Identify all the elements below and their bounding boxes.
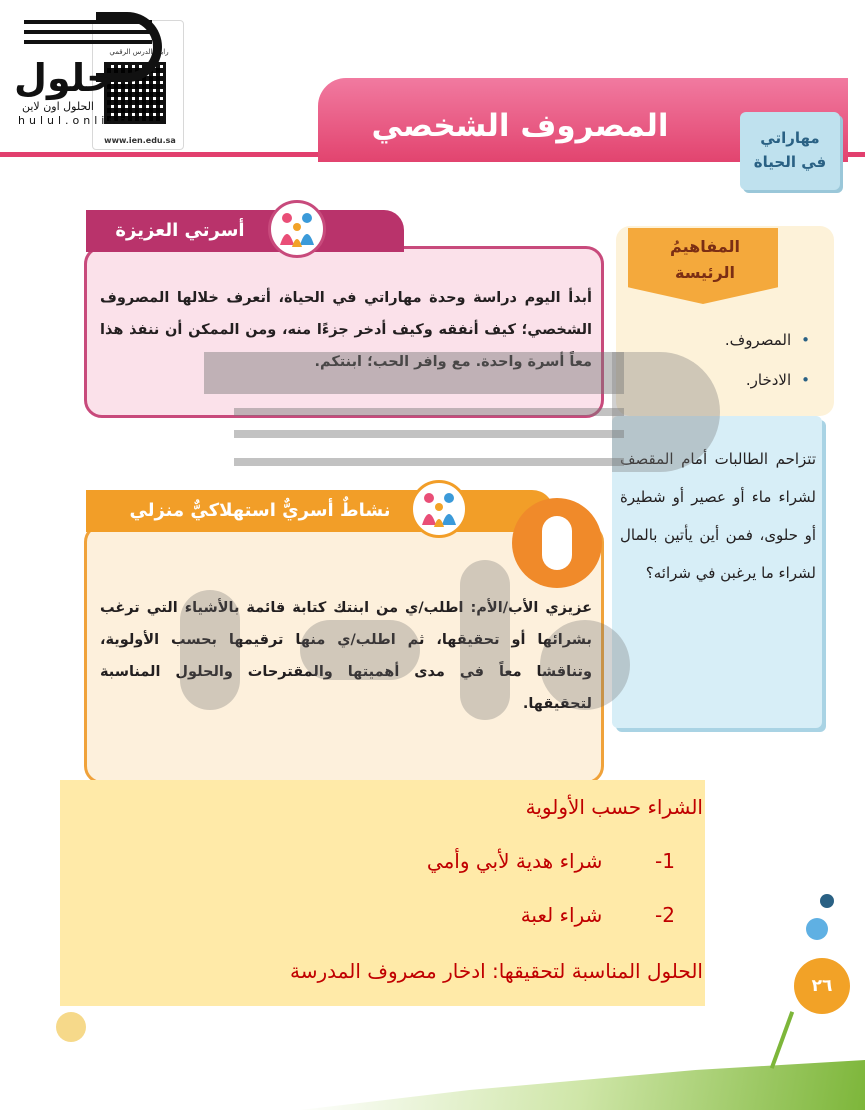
qr-url[interactable]: www.ien.edu.sa — [104, 136, 176, 145]
logo-latin: hulul.online — [18, 114, 131, 127]
answer-item-2-text: شراء لعبة — [520, 903, 603, 927]
watermark-letter-icon — [460, 560, 510, 720]
activity-figure-icon — [512, 498, 602, 588]
scenario-text: تتزاحم الطالبات أمام المقصف لشراء ماء أو عصير أو شطيرة أو حلوى، فمن أين يأتين بالمال لشراء ما يرغبن في شرائه؟ — [620, 450, 816, 582]
list-item — [640, 328, 810, 352]
key-concepts-title-line1: المفاهيمُ — [670, 237, 740, 256]
watermark-bar — [204, 352, 624, 394]
logo-subtitle: الحلول اون لاين — [22, 100, 94, 113]
family-note-body: أبدأ اليوم دراسة وحدة مهاراتي في الحياة، أتعرف خلالها المصروف الشخصي؛ كيف أنفقه وكيف أدخر جزءًا منه، ومن الممكن أن ننفذ هذا معاً أسرة واحدة. مع وافر الحب؛ ابنتكم. — [100, 290, 592, 370]
corner-mark-icon — [56, 1012, 86, 1042]
answer-heading: الشراء حسب الأولوية — [525, 795, 703, 819]
answer-solution: الحلول المناسبة لتحقيقها: ادخار مصروف المدرسة — [290, 959, 703, 983]
key-concepts-title-line2: الرئيسة — [675, 263, 735, 282]
activity-body: عزيزي الأب/الأم: اطلب/ي من ابنتك كتابة قائمة بالأشياء التي ترغب بشرائها أو تحقيقها، ثم اطلب/ي منها ترقيمها بحسب الأولوية، وتناقشا معاً في مدى أهميتها والمقترحات والحلول المناسبة لتحقيقها. — [100, 600, 592, 712]
page-title: المصروف الشخصي — [371, 108, 669, 144]
family-icon — [410, 480, 468, 538]
flower-icon — [806, 918, 828, 940]
family-icon — [268, 200, 326, 258]
page-number: ٢٦ — [794, 958, 850, 1014]
unit-label — [740, 112, 840, 190]
concept-label: المصروف. — [724, 331, 792, 349]
logo-wordmark: حلول — [14, 56, 114, 100]
watermark-letter-icon — [300, 620, 420, 680]
flower-icon — [820, 894, 834, 908]
grass-decoration — [300, 1060, 865, 1110]
key-concepts-title — [640, 234, 770, 286]
answer-item-2-number: 2- — [655, 903, 675, 927]
unit-label-line2: في الحياة — [753, 153, 827, 171]
answer-item-1-number: 1- — [655, 849, 675, 873]
watermark-letter-icon — [540, 620, 630, 710]
activity-title: نشاطٌ أسريٌّ استهلاكيٌّ منزلي — [129, 500, 391, 521]
family-note-title: أسرتي العزيزة — [115, 220, 245, 241]
watermark-bar — [234, 408, 624, 416]
qr-caption: رابط الدرس الرقمي — [109, 48, 169, 56]
unit-label-line1: مهاراتي — [760, 129, 820, 147]
watermark-bar — [234, 430, 624, 438]
watermark-letter-icon — [180, 590, 240, 710]
answer-item-1 — [427, 846, 675, 876]
flower-stem-icon — [770, 1011, 794, 1069]
bullet-icon: • — [801, 371, 810, 389]
answer-item-2 — [521, 900, 675, 930]
bullet-icon: • — [801, 331, 810, 349]
watermark-bar — [234, 458, 624, 466]
concept-label: الادخار. — [745, 371, 792, 389]
answer-item-1-text: شراء هدية لأبي وأمي — [426, 849, 603, 873]
